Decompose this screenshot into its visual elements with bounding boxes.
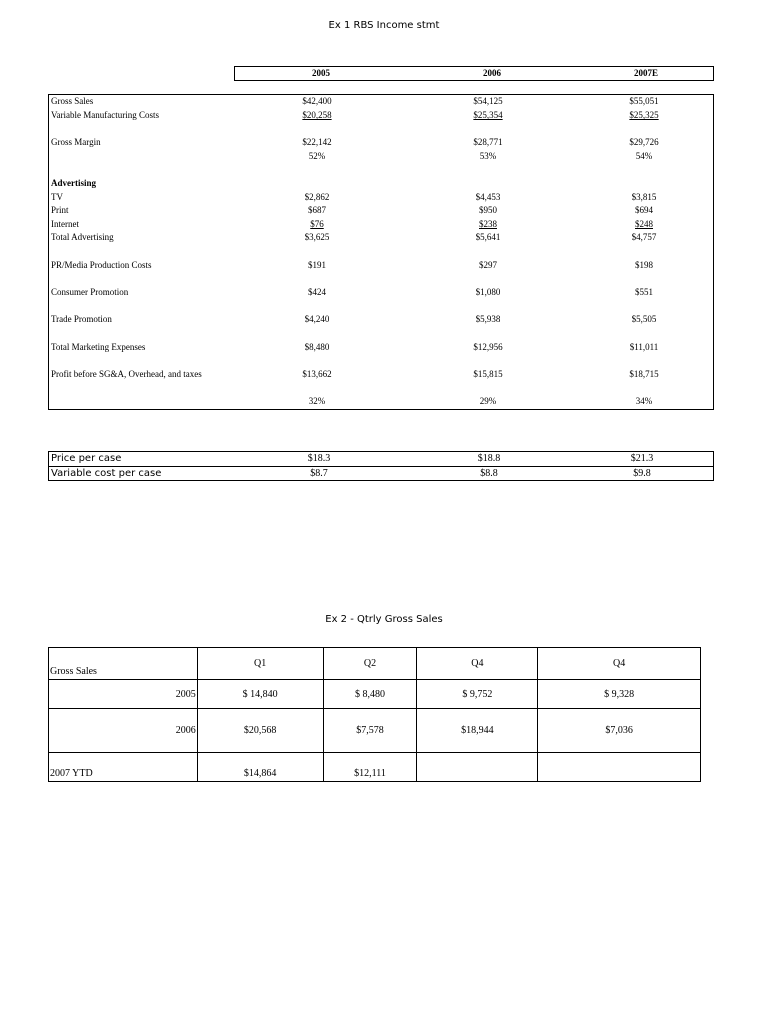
label: Print: [51, 205, 69, 215]
row-label: 2006: [49, 709, 198, 753]
label: Gross Sales: [51, 96, 94, 106]
value-2005: $4,240: [304, 314, 330, 324]
row-total-advertising: [49, 231, 713, 244]
per-case-table: [48, 451, 714, 481]
q1-value: $ 14,840: [197, 680, 323, 709]
header-row: [49, 648, 701, 680]
ex2-title: Ex 2 - Qtrly Gross Sales: [325, 614, 443, 625]
table-row: [49, 753, 701, 782]
value-2007e: $198: [635, 260, 653, 270]
q3-value: [417, 753, 538, 782]
value-2005: $13,662: [302, 369, 332, 379]
year-2006: 2006: [483, 68, 501, 78]
value-2007e: $5,505: [631, 314, 657, 324]
value-2006: 53%: [479, 151, 497, 161]
value-2007e: $29,726: [629, 137, 659, 147]
q4-value: [538, 753, 701, 782]
quarterly-sales-table: [48, 647, 701, 782]
row-profit-before: [49, 368, 713, 381]
table-row: [49, 680, 701, 709]
value-2007e: 54%: [635, 151, 653, 161]
value-2006: $8.8: [480, 468, 498, 479]
value-2006: $15,815: [473, 369, 503, 379]
value-2007e: $18,715: [629, 369, 659, 379]
row-variable-cost-per-case: [49, 467, 713, 480]
value-2007e: $55,051: [629, 96, 659, 106]
row-label: 2005: [49, 680, 198, 709]
value-2007e: $3,815: [631, 192, 657, 202]
value-2006: $12,956: [473, 342, 503, 352]
label: Variable Manufacturing Costs: [51, 110, 159, 120]
value-2006: $5,641: [475, 232, 501, 242]
value-2005: 32%: [308, 396, 326, 406]
row-profit-pct: [49, 395, 713, 408]
value-2005: 52%: [308, 151, 326, 161]
value-2007e: $25,325: [629, 110, 659, 120]
year-2005: 2005: [312, 68, 330, 78]
value-2005: $18.3: [307, 453, 331, 464]
value-2005: $42,400: [302, 96, 332, 106]
section-heading: Advertising: [51, 178, 96, 188]
q3-value: $18,944: [417, 709, 538, 753]
label: Variable cost per case: [51, 468, 162, 479]
value-2006: $28,771: [473, 137, 503, 147]
q2-value: $ 8,480: [323, 680, 417, 709]
income-statement-table: [48, 94, 714, 410]
value-2005: $8,480: [304, 342, 330, 352]
q3-value: $ 9,752: [417, 680, 538, 709]
value-2005: $3,625: [304, 232, 330, 242]
row-pr-media: [49, 259, 713, 272]
value-2006: $297: [479, 260, 497, 270]
row-tv: [49, 191, 713, 204]
value-2007e: $551: [635, 287, 653, 297]
q4-value: $ 9,328: [538, 680, 701, 709]
value-2007e: $9.8: [633, 468, 651, 479]
value-2007e: $21.3: [630, 453, 654, 464]
row-advertising-heading: [49, 177, 713, 190]
value-2005: $8.7: [310, 468, 328, 479]
row-print: [49, 204, 713, 217]
label: Gross Margin: [51, 137, 101, 147]
row-label: 2007 YTD: [49, 753, 198, 782]
row-variable-manufacturing-costs: [49, 109, 713, 122]
value-2005: $687: [308, 205, 326, 215]
value-2006: $25,354: [473, 110, 503, 120]
row-total-marketing: [49, 341, 713, 354]
row-internet: [49, 218, 713, 231]
row-gross-sales: [49, 95, 713, 108]
q4-value: $7,036: [538, 709, 701, 753]
row-trade-promotion: [49, 313, 713, 326]
value-2007e: 34%: [635, 396, 653, 406]
label: Price per case: [51, 453, 122, 464]
value-2007e: $248: [635, 219, 653, 229]
header-q2: Q2: [323, 648, 417, 680]
value-2006: $5,938: [475, 314, 501, 324]
row-gross-margin-pct: [49, 150, 713, 163]
value-2005: $22,142: [302, 137, 332, 147]
value-2006: $18.8: [477, 453, 501, 464]
value-2007e: $694: [635, 205, 653, 215]
header-q4-b: Q4: [538, 648, 701, 680]
value-2006: $4,453: [475, 192, 501, 202]
value-2006: $950: [479, 205, 497, 215]
value-2007e: $11,011: [629, 342, 659, 352]
value-2007e: $4,757: [631, 232, 657, 242]
header-gross-sales: Gross Sales: [49, 648, 198, 680]
row-price-per-case: [49, 452, 713, 467]
value-2005: $191: [308, 260, 326, 270]
label: TV: [51, 192, 63, 202]
q1-value: $14,864: [197, 753, 323, 782]
ex1-title: Ex 1 RBS Income stmt: [328, 20, 440, 31]
ex1-year-header: [234, 66, 714, 81]
q1-value: $20,568: [197, 709, 323, 753]
q2-value: $12,111: [323, 753, 417, 782]
label: Internet: [51, 219, 79, 229]
year-2007e: 2007E: [633, 68, 658, 78]
row-gross-margin: [49, 136, 713, 149]
header-q4-a: Q4: [417, 648, 538, 680]
value-2006: $1,080: [475, 287, 501, 297]
q2-value: $7,578: [323, 709, 417, 753]
value-2005: $76: [310, 219, 324, 229]
label: Total Advertising: [51, 232, 114, 242]
label: Total Marketing Expenses: [51, 342, 146, 352]
value-2005: $20,258: [302, 110, 332, 120]
value-2005: $424: [308, 287, 326, 297]
value-2006: $238: [479, 219, 497, 229]
label: PR/Media Production Costs: [51, 260, 152, 270]
value-2005: $2,862: [304, 192, 330, 202]
label: Consumer Promotion: [51, 287, 129, 297]
value-2006: $54,125: [473, 96, 503, 106]
label: Trade Promotion: [51, 314, 112, 324]
label: Profit before SG&A, Overhead, and taxes: [51, 369, 202, 379]
table-row: [49, 709, 701, 753]
header-q1: Q1: [197, 648, 323, 680]
value-2006: 29%: [479, 396, 497, 406]
row-consumer-promotion: [49, 286, 713, 299]
